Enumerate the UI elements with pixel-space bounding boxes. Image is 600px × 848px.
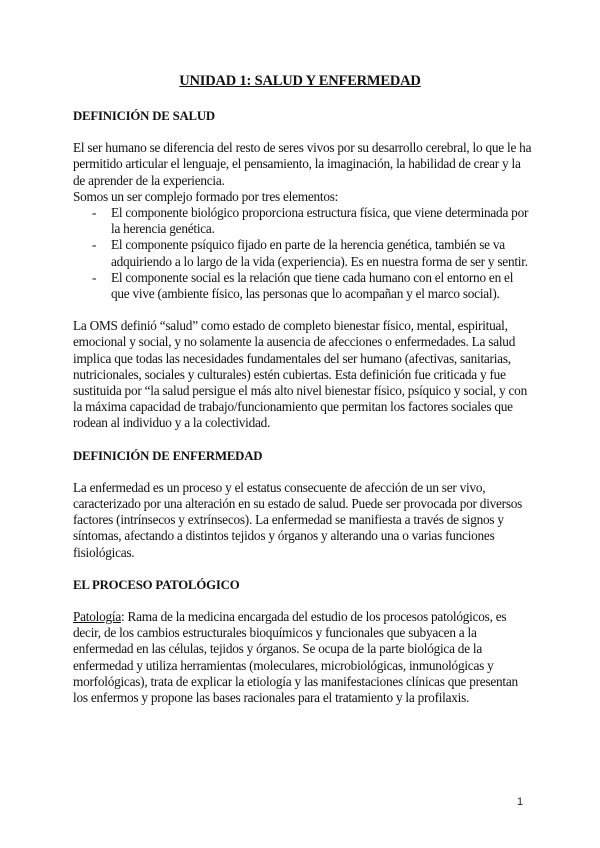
term-patologia: Patología (73, 609, 121, 625)
paragraph-patologia (73, 609, 533, 706)
heading-proceso: EL PROCESO PATOLÓGICO (73, 577, 240, 592)
page-title: UNIDAD 1: SALUD Y ENFERMEDAD (179, 73, 421, 89)
list-item: - El componente biológico proporciona estructura física, que viene determinada por la herencia genética. (73, 205, 533, 237)
paragraph-enfermedad: La enfermedad es un proceso y el estatus consecuente de afección de un ser vivo, caracterizado por una alteración en su estado de salud. Puede ser provocada por diversos factores (intrínsecos y extrínsecos). La enfermedad se manifiesta a través de signos y síntomas, afectando a distintos tejidos y órganos y alterando una o varias funciones fisiológicas. (73, 479, 523, 560)
page-number: 1 (517, 796, 524, 808)
patologia-definition: : Rama de la medicina encargada del estudio de los procesos patológicos, es decir, de los cambios estructurales bioquímicos y funcionales que subyacen a la enfermedad en las células, tejidos y órganos. Se ocupa de la parte biológica de la enfermedad y utiliza herramientas (moleculares, microbiológicas, inmunológicas y morfológicas), trata de explicar la etiología y las manifestaciones clínicas que presentan los enfermos y propone las bases racionales para el tratamiento y la profilaxis. (73, 609, 518, 706)
paragraph-intro: El ser humano se diferencia del resto de seres vivos por su desarrollo cerebral, lo que le ha permitido articular el lenguaje, el pensamiento, la imaginación, la habilidad de crear y la de aprender de la experiencia. (73, 140, 532, 188)
heading-salud: DEFINICIÓN DE SALUD (73, 109, 215, 123)
component-list (73, 205, 533, 302)
paragraph-lead: Somos un ser complejo formado por tres elementos: (73, 188, 339, 204)
list-item: - El componente social es la relación que tiene cada humano con el entorno en el que vive (ambiente físico, las personas que lo acompañan y el marco social). (73, 270, 533, 302)
list-item: - El componente psíquico fijado en parte de la herencia genética, también se va adquiriendo a lo largo de la vida (experiencia). Es en nuestra forma de ser y sentir. (73, 237, 533, 269)
document-body (73, 108, 533, 706)
heading-enfermedad: DEFINICIÓN DE ENFERMEDAD (73, 448, 263, 463)
paragraph-oms: La OMS definió “salud” como estado de completo bienestar físico, mental, espiritual, emocional y social, y no solamente la ausencia de afecciones o enfermedades. La salud implica que todas las necesidades fundamentales del ser humano (afectivas, sanitarias, nutricionales, sociales y culturales) estén cubiertas. Esta definición fue criticada y fue sustituida por “la salud persigue el más alto nivel bienestar físico, psíquico y social, y con la máxima capacidad de trabajo/funcionamiento que permitan los factores sociales que rodean al individuo y a la colectividad. (73, 318, 527, 431)
